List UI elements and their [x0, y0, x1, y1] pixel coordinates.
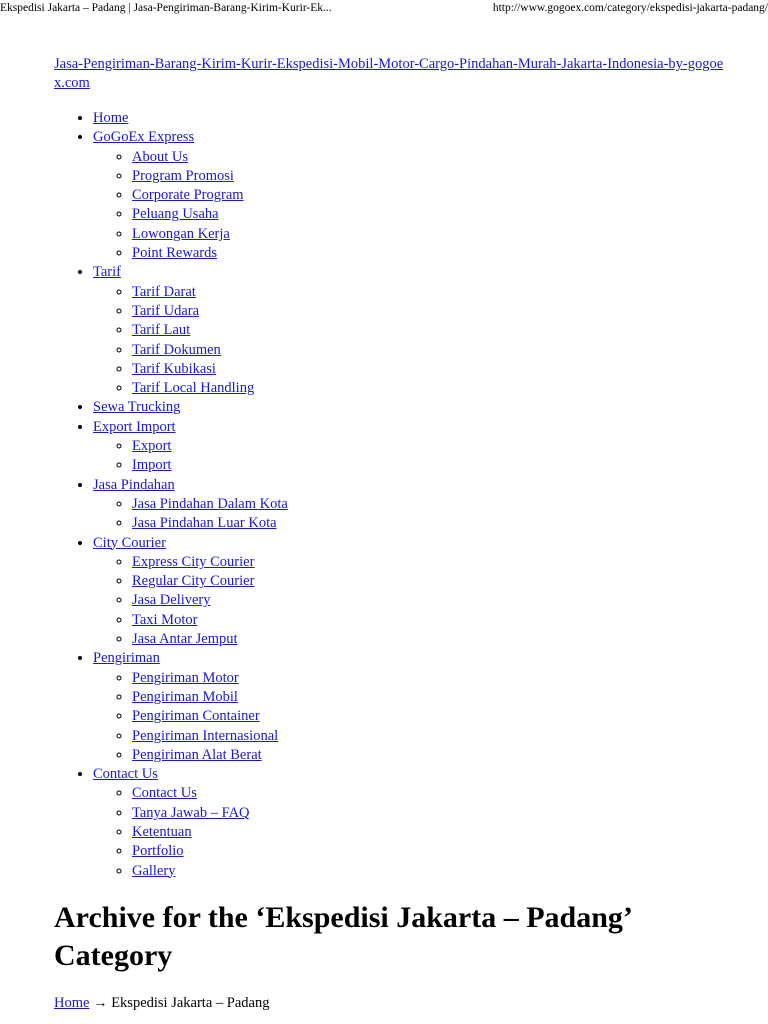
- breadcrumb-home-link[interactable]: Home: [54, 994, 90, 1011]
- submenu-item-pengiriman-internasional: [132, 727, 734, 746]
- submenu-item-about-us: [132, 148, 734, 167]
- menu-item-contact-us: [93, 765, 734, 881]
- submenu-item-jasa-pindahan-luar-kota: [132, 514, 734, 533]
- submenu-item-contact-us: [132, 784, 734, 803]
- submenu-link-import[interactable]: Import: [132, 457, 172, 474]
- submenu-item-taxi-motor: [132, 611, 734, 630]
- submenu-item-jasa-pindahan-dalam-kota: [132, 495, 734, 514]
- menu-link-pengiriman[interactable]: Pengiriman: [93, 650, 160, 667]
- submenu-item-express-city-courier: [132, 553, 734, 572]
- page-content: [54, 55, 734, 1013]
- submenu-item-corporate-program: [132, 186, 734, 205]
- main-menu: [54, 109, 734, 881]
- submenu-link-regular-city-courier[interactable]: Regular City Courier: [132, 573, 255, 590]
- submenu-link-program-promosi[interactable]: Program Promosi: [132, 167, 234, 184]
- menu-link-gogoex-express[interactable]: GoGoEx Express: [93, 129, 195, 146]
- submenu-item-pengiriman-alat-berat: [132, 746, 734, 765]
- breadcrumb-separator: →: [93, 994, 108, 1011]
- submenu-link-jasa-delivery[interactable]: Jasa Delivery: [132, 592, 211, 609]
- submenu-link-express-city-courier[interactable]: Express City Courier: [132, 553, 255, 570]
- submenu-link-jasa-pindahan-luar-kota[interactable]: Jasa Pindahan Luar Kota: [132, 515, 277, 532]
- submenu-link-tanya-jawab-faq[interactable]: Tanya Jawab – FAQ: [132, 804, 250, 821]
- submenu-link-pengiriman-alat-berat[interactable]: Pengiriman Alat Berat: [132, 746, 262, 763]
- submenu-link-ketentuan[interactable]: Ketentuan: [132, 823, 192, 840]
- archive-title: Archive for the ‘Ekspedisi Jakarta – Padang’ Category: [54, 900, 631, 972]
- submenu-gogoex-express: [93, 148, 734, 264]
- submenu-tarif: [93, 283, 734, 399]
- submenu-item-tarif-laut: [132, 321, 734, 340]
- menu-item-city-courier: [93, 534, 734, 650]
- submenu-item-tarif-local-handling: [132, 379, 734, 398]
- breadcrumb: [54, 994, 734, 1013]
- submenu-jasa-pindahan: [93, 495, 734, 534]
- submenu-link-jasa-antar-jemput[interactable]: Jasa Antar Jemput: [132, 631, 238, 648]
- submenu-item-regular-city-courier: [132, 572, 734, 591]
- submenu-item-peluang-usaha: [132, 205, 734, 224]
- submenu-export-import: [93, 437, 734, 476]
- menu-item-jasa-pindahan: [93, 476, 734, 534]
- menu-link-home[interactable]: Home: [93, 110, 129, 126]
- submenu-city-courier: [93, 553, 734, 649]
- submenu-item-tarif-udara: [132, 302, 734, 321]
- submenu-item-tarif-darat: [132, 283, 734, 302]
- submenu-item-tanya-jawab-faq: [132, 804, 734, 823]
- page-print-title: Ekspedisi Jakarta – Padang | Jasa-Pengiriman-Barang-Kirim-Kurir-Ek...: [0, 2, 332, 14]
- submenu-link-tarif-dokumen[interactable]: Tarif Dokumen: [132, 341, 221, 358]
- submenu-link-tarif-kubikasi[interactable]: Tarif Kubikasi: [132, 360, 216, 377]
- submenu-item-import: [132, 456, 734, 475]
- menu-link-export-import[interactable]: Export Import: [93, 418, 176, 435]
- menu-item-export-import: [93, 418, 734, 476]
- submenu-item-jasa-delivery: [132, 591, 734, 610]
- submenu-link-pengiriman-mobil[interactable]: Pengiriman Mobil: [132, 688, 238, 705]
- submenu-item-program-promosi: [132, 167, 734, 186]
- submenu-link-gallery[interactable]: Gallery: [132, 862, 176, 879]
- site-title-link[interactable]: Jasa-Pengiriman-Barang-Kirim-Kurir-Ekspedisi-Mobil-Motor-Cargo-Pindahan-Murah-Jakarta-Indonesia-by-gogoex.com: [54, 56, 724, 91]
- menu-link-city-courier[interactable]: City Courier: [93, 534, 166, 551]
- submenu-link-jasa-pindahan-dalam-kota[interactable]: Jasa Pindahan Dalam Kota: [132, 495, 288, 512]
- submenu-link-tarif-local-handling[interactable]: Tarif Local Handling: [132, 380, 255, 397]
- menu-item-tarif: [93, 263, 734, 398]
- submenu-item-portfolio: [132, 842, 734, 861]
- breadcrumb-current: Ekspedisi Jakarta – Padang: [111, 994, 270, 1011]
- submenu-item-gallery: [132, 862, 734, 881]
- submenu-item-jasa-antar-jemput: [132, 630, 734, 649]
- submenu-link-lowongan-kerja[interactable]: Lowongan Kerja: [132, 225, 230, 242]
- submenu-link-export[interactable]: Export: [132, 438, 172, 455]
- submenu-item-ketentuan: [132, 823, 734, 842]
- menu-item-gogoex-express: [93, 128, 734, 263]
- submenu-item-point-rewards: [132, 244, 734, 263]
- menu-link-jasa-pindahan[interactable]: Jasa Pindahan: [93, 476, 175, 493]
- print-header: [0, 0, 768, 16]
- submenu-link-about-us[interactable]: About Us: [132, 148, 188, 165]
- submenu-item-pengiriman-mobil: [132, 688, 734, 707]
- submenu-link-taxi-motor[interactable]: Taxi Motor: [132, 611, 198, 628]
- submenu-item-tarif-kubikasi: [132, 360, 734, 379]
- submenu-link-tarif-udara[interactable]: Tarif Udara: [132, 302, 200, 319]
- submenu-link-peluang-usaha[interactable]: Peluang Usaha: [132, 206, 219, 223]
- page-print-url: http://www.gogoex.com/category/ekspedisi-jakarta-padang/: [492, 2, 768, 14]
- submenu-contact-us: [93, 784, 734, 880]
- submenu-link-point-rewards[interactable]: Point Rewards: [132, 245, 217, 262]
- submenu-item-tarif-dokumen: [132, 341, 734, 360]
- submenu-item-pengiriman-motor: [132, 669, 734, 688]
- submenu-link-contact-us[interactable]: Contact Us: [132, 785, 197, 802]
- menu-link-contact-us[interactable]: Contact Us: [93, 766, 158, 783]
- menu-item-sewa-trucking: [93, 398, 734, 417]
- submenu-item-pengiriman-container: [132, 707, 734, 726]
- submenu-item-export: [132, 437, 734, 456]
- submenu-link-pengiriman-internasional[interactable]: Pengiriman Internasional: [132, 727, 279, 744]
- menu-link-tarif[interactable]: Tarif: [93, 264, 121, 281]
- submenu-link-tarif-darat[interactable]: Tarif Darat: [132, 283, 196, 300]
- submenu-item-lowongan-kerja: [132, 225, 734, 244]
- menu-link-sewa-trucking[interactable]: Sewa Trucking: [93, 399, 181, 416]
- submenu-link-pengiriman-container[interactable]: Pengiriman Container: [132, 708, 260, 725]
- menu-item-home: [93, 109, 734, 128]
- submenu-link-tarif-laut[interactable]: Tarif Laut: [132, 322, 191, 339]
- menu-item-pengiriman: [93, 649, 734, 765]
- submenu-pengiriman: [93, 669, 734, 765]
- submenu-link-portfolio[interactable]: Portfolio: [132, 843, 184, 860]
- submenu-link-corporate-program[interactable]: Corporate Program: [132, 187, 244, 204]
- submenu-link-pengiriman-motor[interactable]: Pengiriman Motor: [132, 669, 239, 686]
